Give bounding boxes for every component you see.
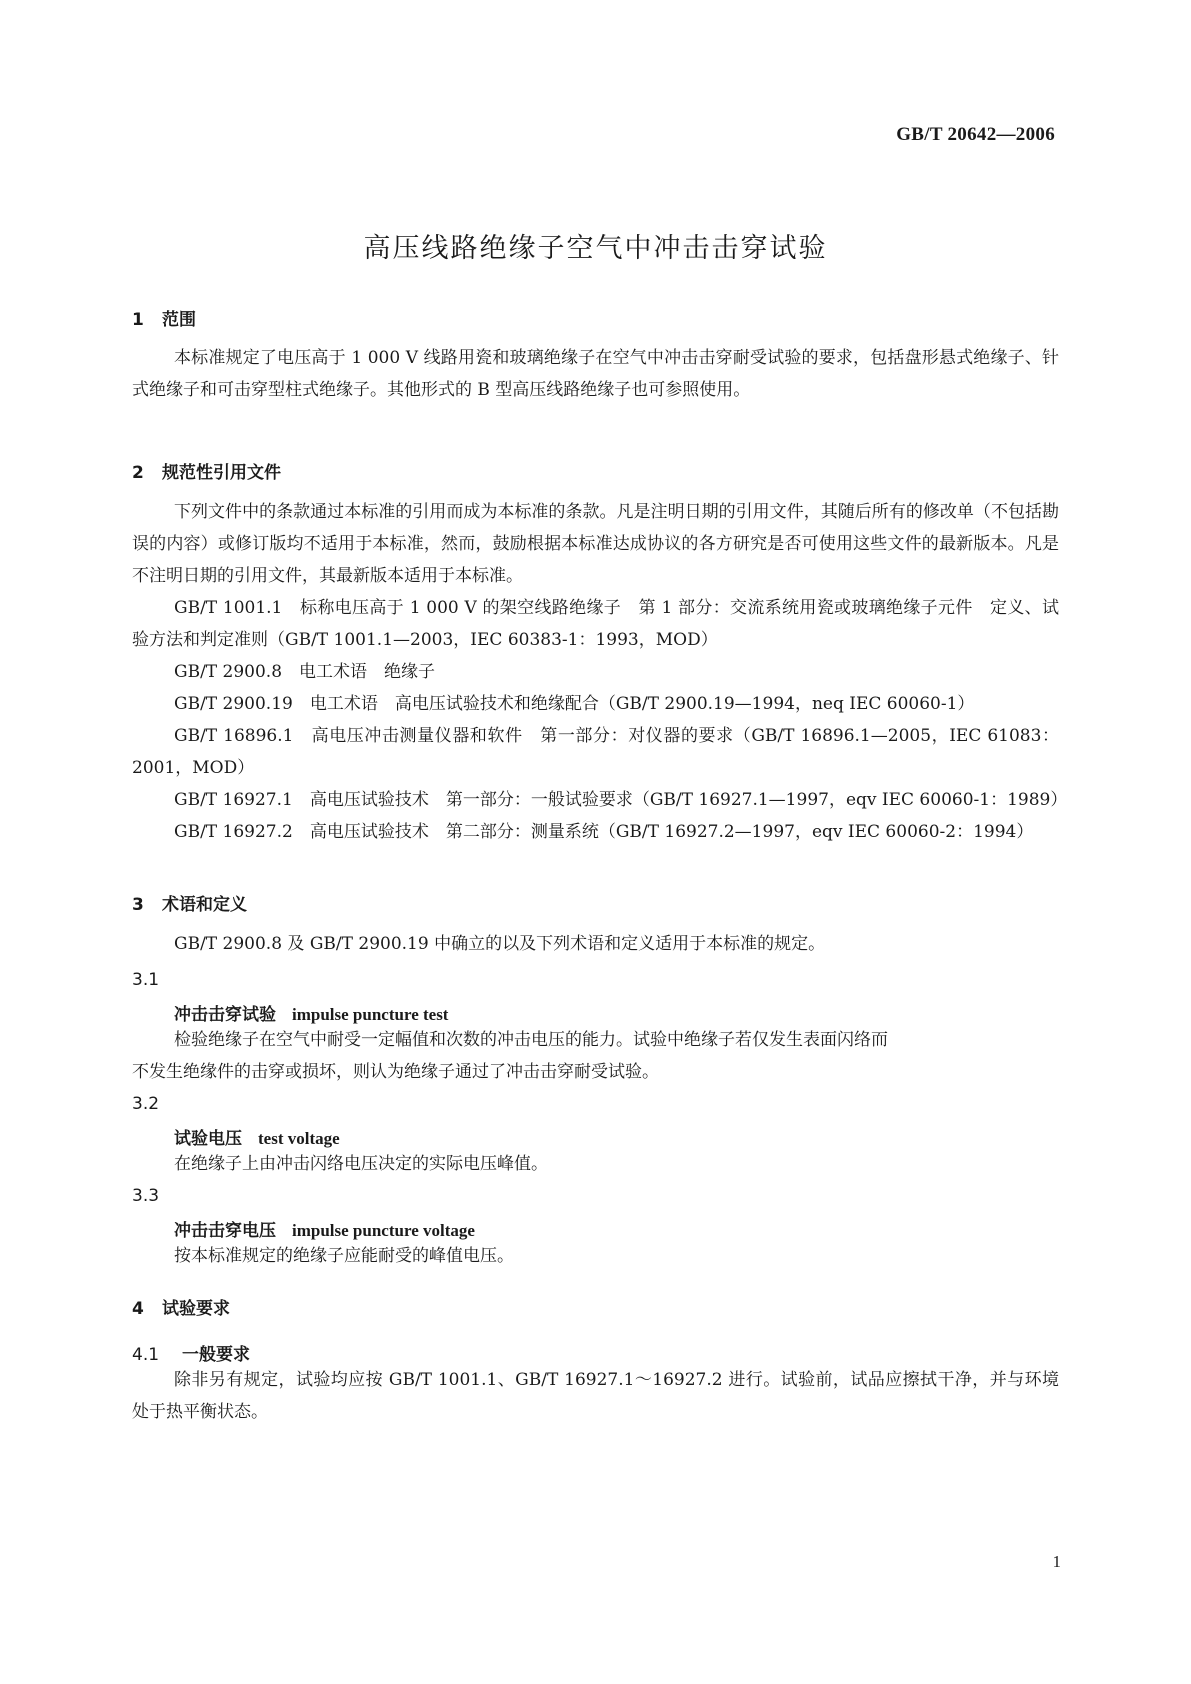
term-en: impulse puncture voltage	[292, 1221, 475, 1240]
paragraph: 下列文件中的条款通过本标准的引用而成为本标准的条款。凡是注明日期的引用文件，其随后所有的修改单（不包括勘误的内容）或修订版均不适用于本标准，然而，鼓励根据本标准达成协议的各方研究是否可使用这些文件的最新版本。凡是不注明日期的引用文件，其最新版本适用于本标准。	[132, 502, 1059, 586]
section-title: 试验要求	[162, 1299, 230, 1319]
reference-item: GB/T 16896.1 高电压冲击测量仪器和软件 第一部分：对仪器的要求（GB/T 16896.1—2005，IEC 61083：2001，MOD）	[132, 726, 1059, 778]
term-heading	[132, 1216, 1101, 1241]
term-definition	[132, 1148, 1059, 1180]
section-number: 2	[132, 463, 144, 483]
section-title: 范围	[162, 310, 196, 330]
subsection-number: 4.1	[132, 1345, 160, 1365]
reference-item: GB/T 16927.1 高电压试验技术 第一部分：一般试验要求（GB/T 16927.1—1997，eqv IEC 60060-1：1989）	[174, 790, 1068, 810]
reference-item: GB/T 2900.19 电工术语 高电压试验技术和绝缘配合（GB/T 2900.19—1994，neq IEC 60060-1）	[174, 694, 975, 714]
term-heading	[132, 1124, 1101, 1149]
reference-item: GB/T 16927.2 高电压试验技术 第二部分：测量系统（GB/T 16927.2—1997，eqv IEC 60060-2：1994）	[174, 822, 1034, 842]
section-4-heading	[132, 1294, 1059, 1319]
term-zh: 冲击击穿电压	[174, 1221, 276, 1241]
term-zh: 试验电压	[174, 1129, 242, 1149]
subsection-4-1-heading	[132, 1340, 1059, 1365]
definition: 在绝缘子上由冲击闪络电压决定的实际电压峰值。	[174, 1154, 548, 1174]
term-en: test voltage	[258, 1129, 340, 1148]
section-title: 术语和定义	[162, 895, 247, 915]
section-2-heading	[132, 458, 1059, 483]
section-number: 1	[132, 310, 144, 330]
page-number: 1	[1052, 1552, 1061, 1571]
section-number: 3	[132, 895, 144, 915]
section-3-heading	[132, 890, 1059, 915]
section-3-intro	[132, 928, 1059, 960]
paragraph: 本标准规定了电压高于 1 000 V 线路用瓷和玻璃绝缘子在空气中冲击击穿耐受试验的要求，包括盘形悬式绝缘子、针式绝缘子和可击穿型柱式绝缘子。其他形式的 B 型高压线路绝缘子也可参照使用。	[132, 348, 1059, 400]
term-number: 3.2	[132, 1094, 160, 1114]
reference-item: GB/T 2900.8 电工术语 绝缘子	[174, 662, 436, 682]
term-zh: 冲击击穿试验	[174, 1005, 276, 1025]
section-1-heading	[132, 305, 1059, 330]
term-definition	[132, 1024, 1059, 1088]
term-heading	[132, 1000, 1101, 1025]
term-number: 3.1	[132, 970, 160, 990]
term-en: impulse puncture test	[292, 1005, 449, 1024]
section-1-body	[132, 342, 1059, 406]
document-title: 高压线路绝缘子空气中冲击击穿试验	[363, 233, 828, 264]
paragraph: 除非另有规定，试验均应按 GB/T 1001.1、GB/T 16927.1～16927.2 进行。试验前，试品应擦拭干净，并与环境处于热平衡状态。	[132, 1370, 1059, 1422]
paragraph: GB/T 2900.8 及 GB/T 2900.19 中确立的以及下列术语和定义适用于本标准的规定。	[174, 934, 826, 954]
subsection-title: 一般要求	[182, 1345, 250, 1365]
standard-code: GB/T 20642—2006	[896, 124, 1055, 145]
term-definition	[132, 1240, 1059, 1272]
definition: 按本标准规定的绝缘子应能耐受的峰值电压。	[174, 1246, 514, 1266]
subsection-4-1-body	[132, 1364, 1059, 1428]
section-number: 4	[132, 1299, 144, 1319]
term-number: 3.3	[132, 1186, 160, 1206]
definition: 检验绝缘子在空气中耐受一定幅值和次数的冲击电压的能力。试验中绝缘子若仅发生表面闪络而	[174, 1030, 888, 1050]
section-2-body	[132, 496, 1068, 848]
reference-item: GB/T 1001.1 标称电压高于 1 000 V 的架空线路绝缘子 第 1 部分：交流系统用瓷或玻璃绝缘子元件 定义、试验方法和判定准则（GB/T 1001.1—2003，IEC 60383-1：1993，MOD）	[132, 598, 1059, 650]
definition-continued: 不发生绝缘件的击穿或损坏，则认为绝缘子通过了冲击击穿耐受试验。	[132, 1062, 659, 1082]
section-title: 规范性引用文件	[162, 463, 281, 483]
